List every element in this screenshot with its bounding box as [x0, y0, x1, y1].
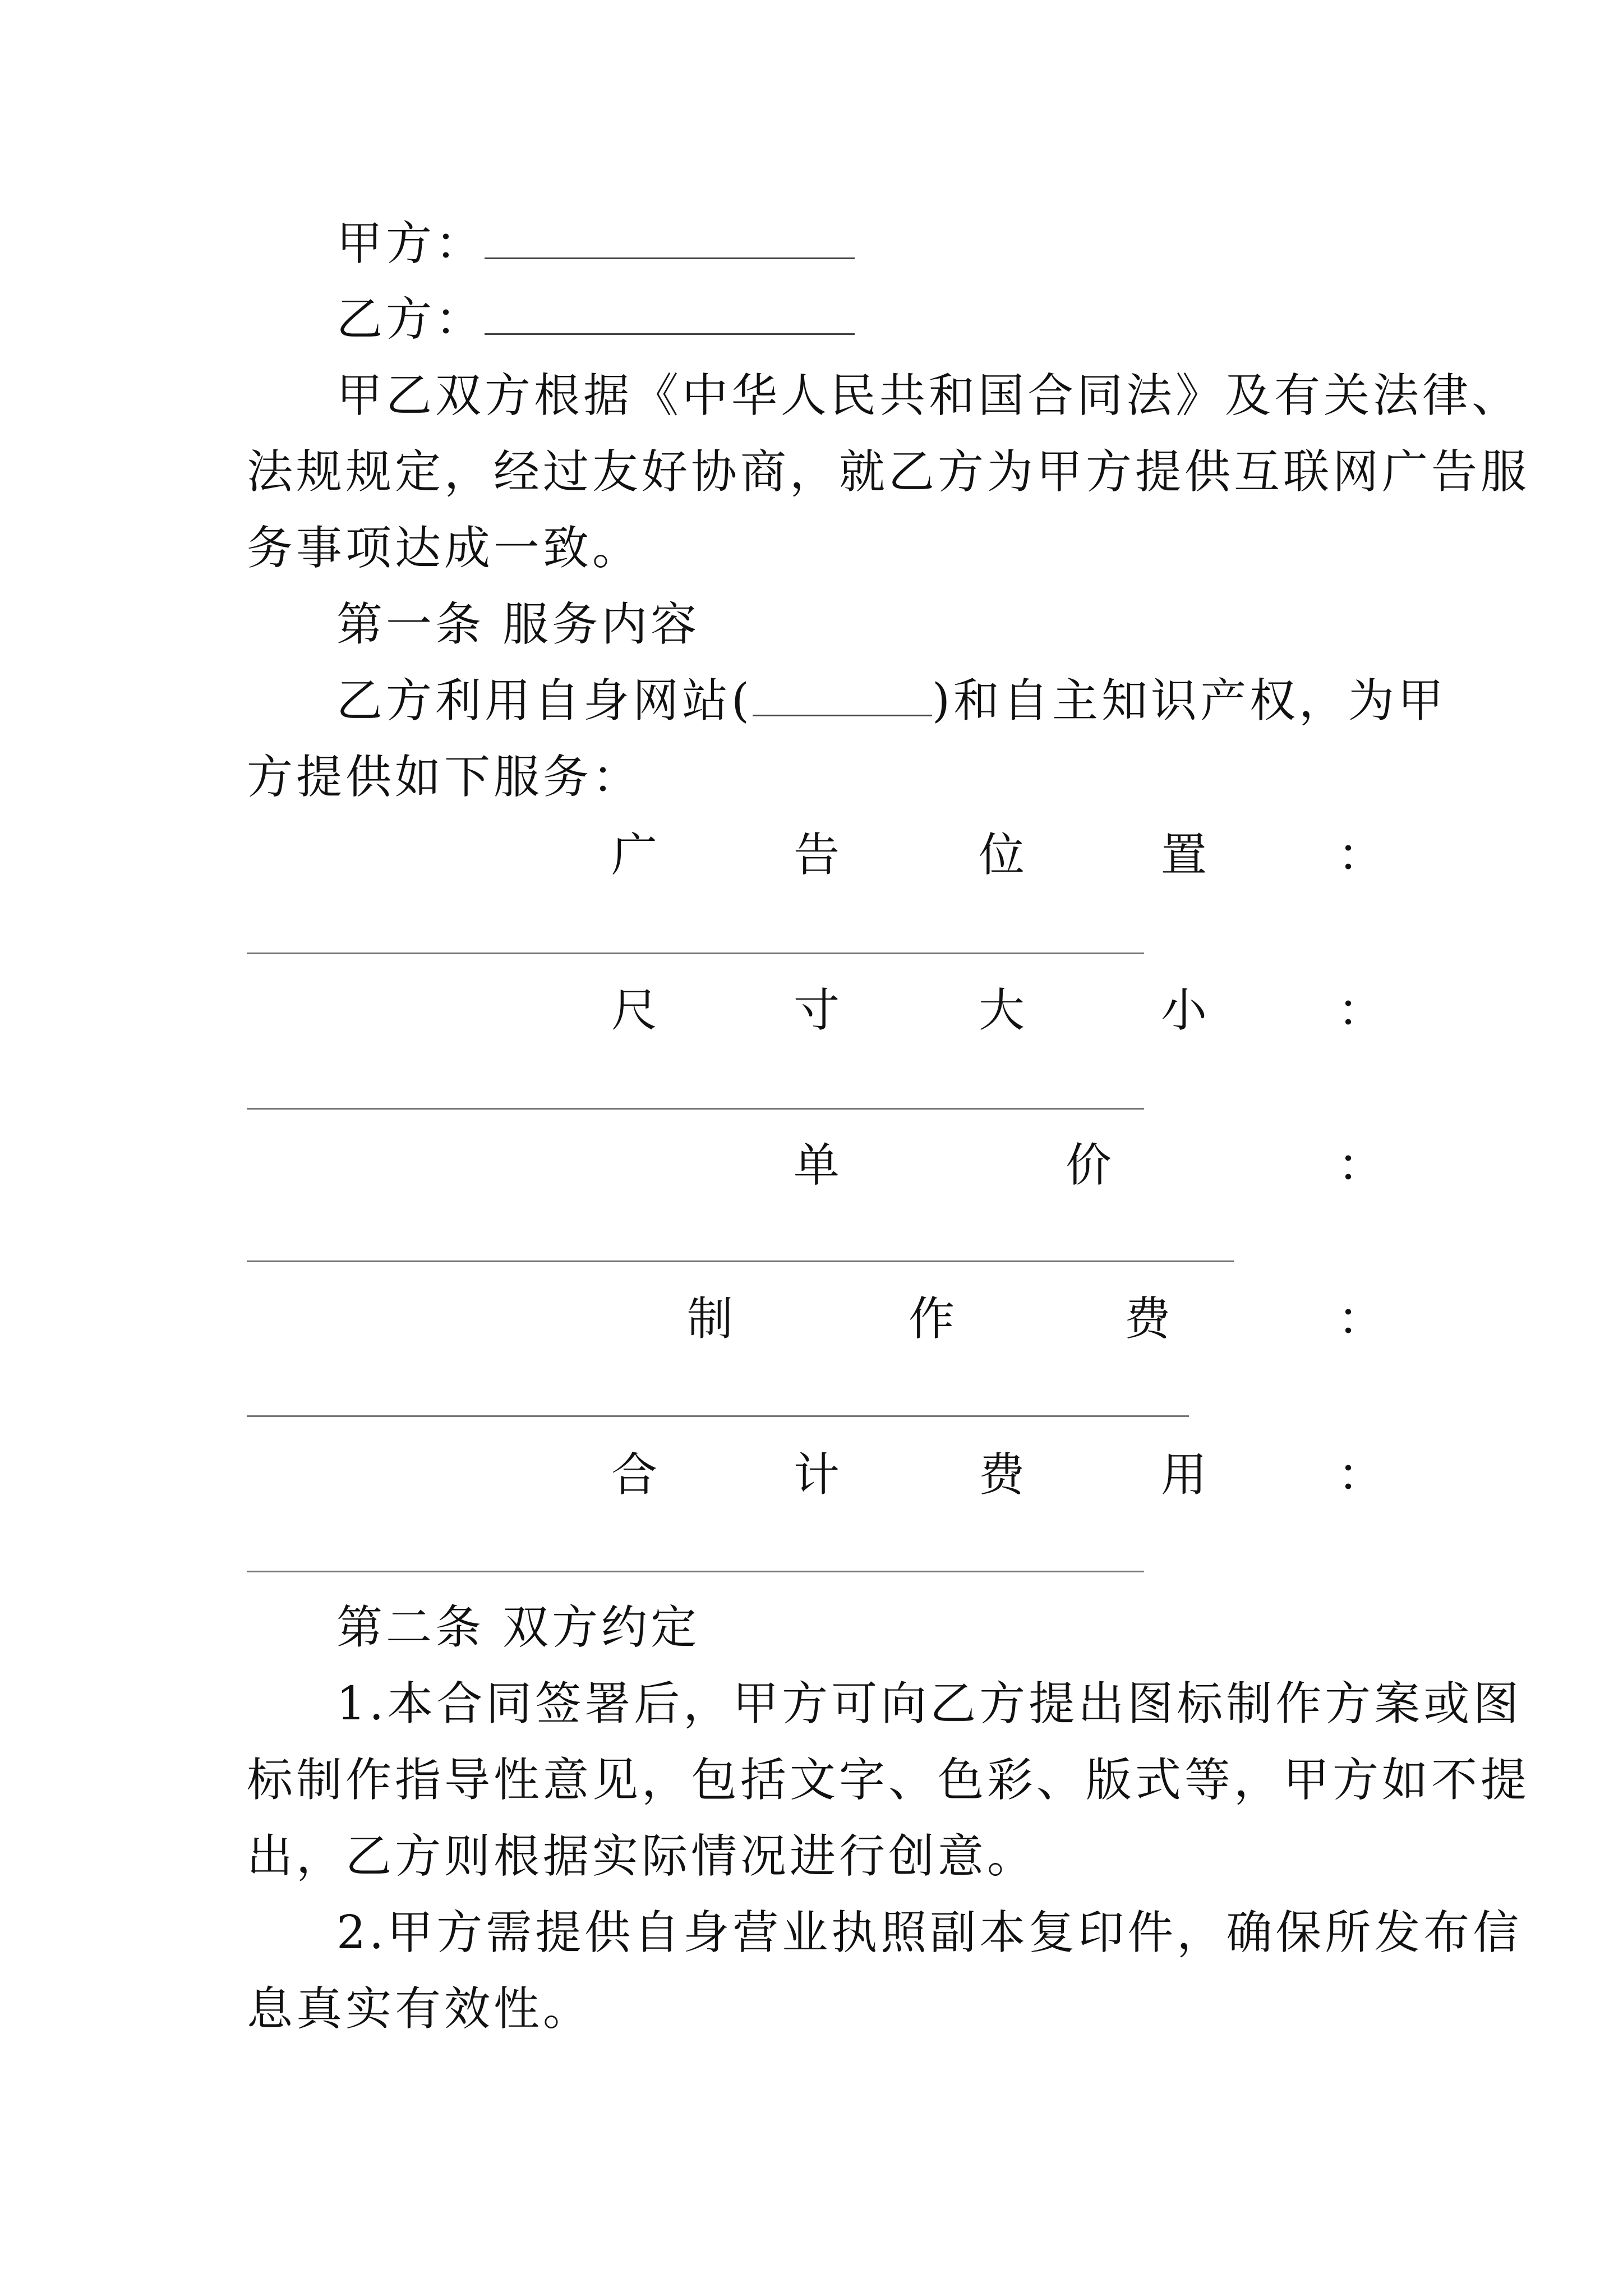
article-1-text-after: )和自主知识产权，为甲 — [932, 674, 1447, 728]
field-char: 费 — [1124, 1292, 1171, 1346]
field-colon: ： — [1338, 984, 1384, 1037]
field-colon: ： — [1338, 829, 1384, 882]
article-2-item-1-line-1: 1.本合同签署后，甲方可向乙方提出图标制作方案或图 — [336, 1677, 1523, 1731]
party-a-line — [336, 216, 855, 272]
party-a-blank[interactable] — [485, 218, 855, 259]
field-unit-price-blank[interactable] — [247, 1260, 1234, 1262]
field-colon: ： — [1338, 1139, 1384, 1192]
website-blank[interactable] — [753, 675, 932, 716]
party-b-label: 乙方： — [336, 293, 485, 346]
field-char: 制 — [687, 1292, 734, 1346]
field-char: 寸 — [794, 984, 840, 1037]
article-2-heading: 第二条 双方约定 — [336, 1601, 700, 1654]
article-2-item-2-line-1: 2.甲方需提供自身营业执照副本复印件，确保所发布信 — [336, 1906, 1523, 1959]
party-a-label: 甲方： — [336, 217, 485, 270]
field-char: 作 — [909, 1292, 955, 1346]
field-colon: ： — [1338, 1448, 1384, 1502]
article-1-heading: 第一条 服务内容 — [336, 598, 700, 651]
field-colon: ： — [1338, 1292, 1384, 1346]
field-char: 单 — [794, 1139, 840, 1192]
field-char: 广 — [611, 829, 658, 882]
field-char: 大 — [979, 984, 1025, 1037]
field-size-blank[interactable] — [247, 1108, 1144, 1110]
party-b-blank[interactable] — [485, 294, 855, 335]
field-char: 置 — [1161, 829, 1207, 882]
field-char: 费 — [979, 1448, 1025, 1502]
field-production-fee-blank[interactable] — [247, 1415, 1189, 1417]
article-1-text-line-2: 方提供如下服务： — [247, 751, 642, 804]
field-char: 价 — [1066, 1139, 1112, 1192]
field-char: 计 — [794, 1448, 840, 1502]
intro-line-2: 法规规定，经过友好协商，就乙方为甲方提供互联网广告服 — [247, 445, 1530, 499]
party-b-line — [336, 292, 855, 348]
article-1-text-before: 乙方利用自身网站( — [336, 674, 753, 728]
field-char: 合 — [611, 1448, 658, 1502]
article-2-item-1-line-2: 标制作指导性意见，包括文字、色彩、版式等，甲方如不提 — [247, 1754, 1530, 1807]
article-2-item-2-line-2: 息真实有效性。 — [247, 1982, 593, 2036]
intro-line-1: 甲乙双方根据《中华人民共和国合同法》及有关法律、 — [336, 369, 1521, 422]
field-char: 小 — [1161, 984, 1207, 1037]
field-total-fee-blank[interactable] — [247, 1571, 1144, 1572]
intro-line-3: 务事项达成一致。 — [247, 522, 642, 575]
article-2-item-1-line-3: 出，乙方则根据实际情况进行创意。 — [247, 1830, 1037, 1883]
field-ad-position-blank[interactable] — [247, 953, 1144, 954]
article-1-text-line-1 — [336, 673, 1447, 729]
field-char: 尺 — [611, 984, 658, 1037]
field-char: 位 — [979, 829, 1025, 882]
field-char: 用 — [1161, 1448, 1207, 1502]
field-char: 告 — [794, 829, 840, 882]
